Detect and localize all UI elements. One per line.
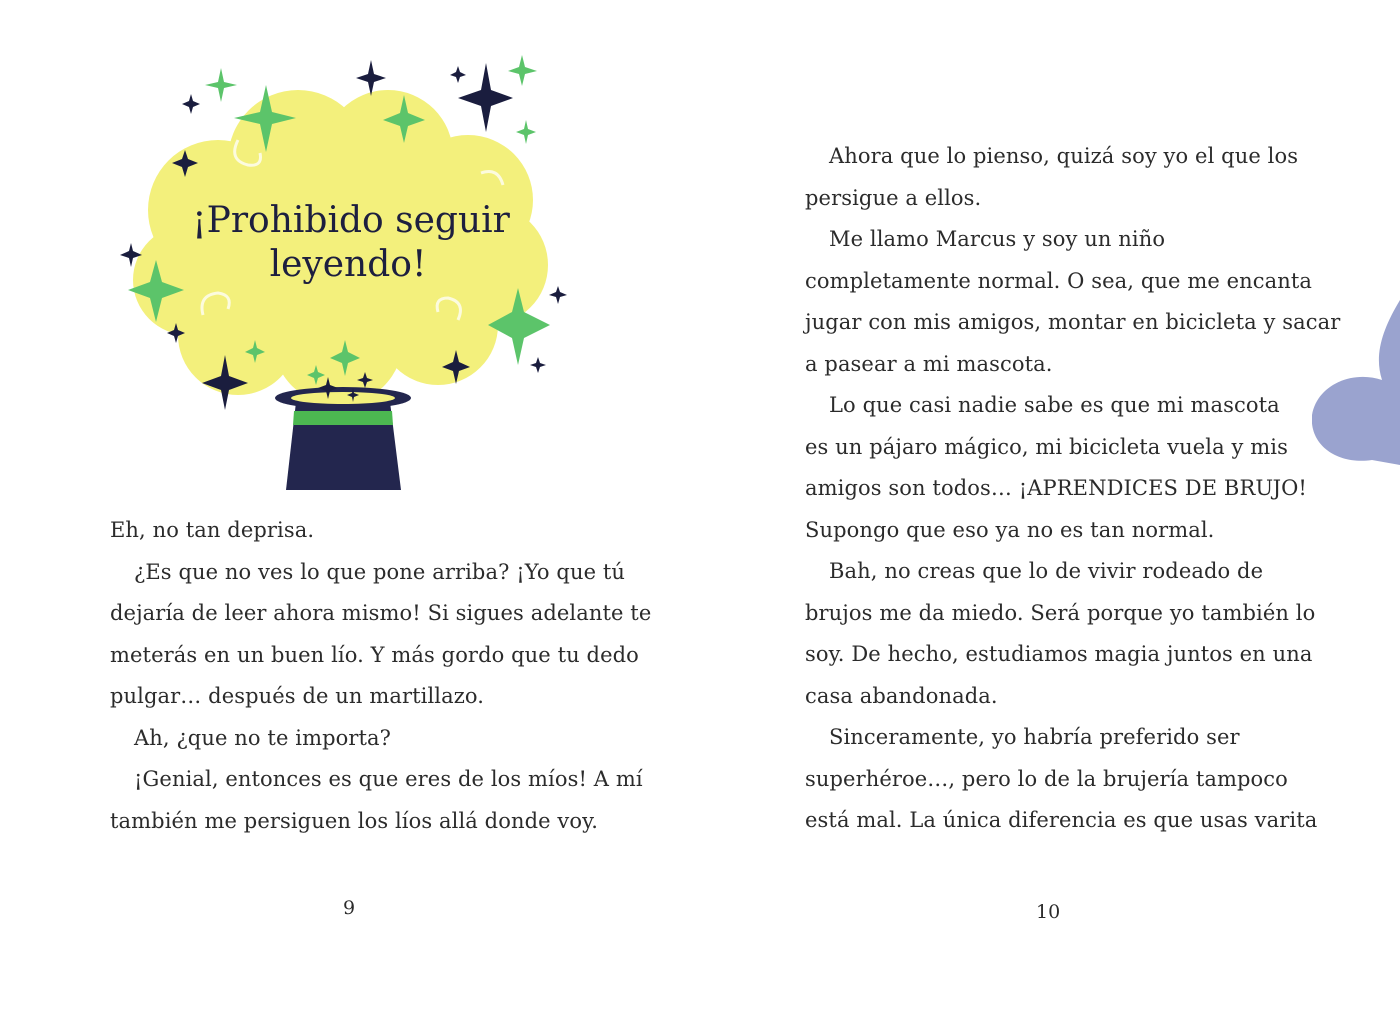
- text-line: persigue a ellos.: [805, 185, 982, 210]
- text-line: dejaría de leer ahora mismo! Si sigues adelante te: [110, 601, 652, 625]
- magic-hat-illustration: [108, 50, 578, 500]
- text-line: Eh, no tan deprisa.: [110, 518, 315, 542]
- text-line: a pasear a mi mascota.: [805, 351, 1053, 376]
- text-line: jugar con mis amigos, montar en bicicleta y sacar: [805, 310, 1341, 334]
- magic-hat-cloud-svg: [108, 50, 578, 500]
- illustration-title-line2: leyendo!: [269, 244, 427, 285]
- sparkle-icon: [205, 68, 237, 102]
- sparkle-icon: [508, 55, 537, 86]
- right-page: [700, 0, 1400, 1013]
- text-line: Supongo que eso ya no es tan normal.: [805, 517, 1215, 542]
- text-line: Lo que casi nadie sabe es que mi mascota: [829, 393, 1280, 417]
- page-number: 10: [1036, 901, 1061, 923]
- text-line: está mal. La única diferencia es que usas varita: [805, 808, 1318, 832]
- text-line: Ahora que lo pienso, quizá soy yo el que los: [829, 144, 1299, 168]
- blue-cloud-icon: [1312, 300, 1400, 470]
- text-line: Sinceramente, yo habría preferido ser: [829, 725, 1240, 749]
- sparkle-icon: [182, 94, 200, 114]
- illustration-title-line1: ¡Prohibido seguir: [192, 200, 510, 241]
- text-line: Ah, ¿que no te importa?: [134, 725, 392, 750]
- sparkle-icon: [530, 357, 546, 373]
- sparkle-icon: [450, 66, 466, 83]
- text-line: también me persiguen los líos allá donde voy.: [110, 808, 599, 833]
- sparkle-icon: [458, 63, 513, 132]
- text-line: es un pájaro mágico, mi bicicleta vuela y mis: [805, 434, 1288, 459]
- text-line: soy. De hecho, estudiamos magia juntos en una: [805, 642, 1313, 666]
- text-line: amigos son todos… ¡APRENDICES DE BRUJO!: [805, 476, 1307, 500]
- right-page-text: [805, 136, 1341, 842]
- magic-hat-icon: [275, 387, 411, 490]
- text-line: casa abandonada.: [805, 683, 998, 708]
- sparkle-icon: [549, 286, 567, 304]
- text-line: brujos me da miedo. Será porque yo también lo: [805, 600, 1316, 625]
- page-number: 9: [343, 897, 356, 919]
- text-line: pulgar… después de un martillazo.: [110, 684, 485, 708]
- text-line: Me llamo Marcus y soy un niño: [829, 227, 1166, 251]
- text-line: ¡Genial, entonces es que eres de los míos! A mí: [134, 767, 643, 791]
- sparkle-icon: [516, 120, 536, 144]
- text-line: meterás en un buen lío. Y más gordo que tu dedo: [110, 642, 639, 667]
- text-line: completamente normal. O sea, que me encanta: [805, 268, 1313, 293]
- text-line: superhéroe…, pero lo de la brujería tampoco: [805, 766, 1288, 791]
- text-line: Bah, no creas que lo de vivir rodeado de: [829, 559, 1264, 583]
- text-line: ¿Es que no ves lo que pone arriba? ¡Yo que tú: [134, 559, 626, 584]
- left-page-text: [110, 510, 652, 842]
